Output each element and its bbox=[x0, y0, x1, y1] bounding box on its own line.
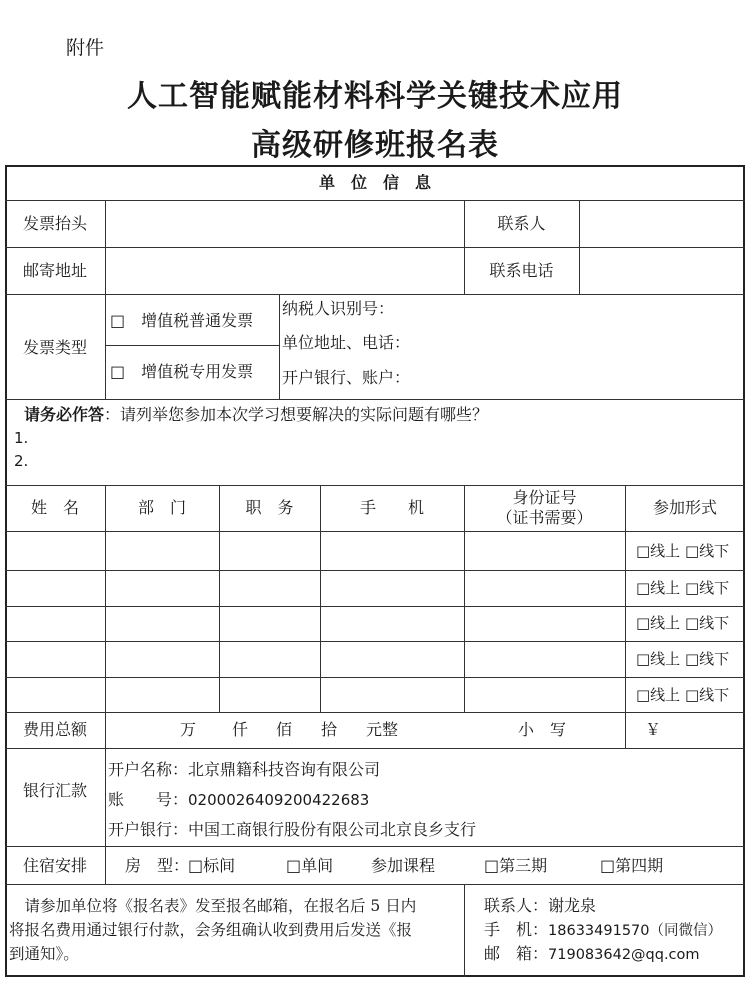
instructions-line-2: 将报名费用通过银行付款，会务组确认收到费用后发送《报 bbox=[9, 921, 413, 939]
row-divider bbox=[5, 485, 745, 486]
contact-phone-label: 联系电话 bbox=[489, 261, 554, 280]
form-title-line2: 高级研修班报名表 bbox=[251, 128, 499, 163]
col-header-mode: 参加形式 bbox=[652, 498, 717, 517]
footer-email-label: 邮 箱： bbox=[484, 944, 549, 963]
row-divider bbox=[5, 677, 745, 678]
invoice-type-label: 发票类型 bbox=[22, 338, 87, 357]
col-divider bbox=[320, 485, 321, 712]
question-prompt bbox=[24, 405, 488, 425]
attachment-label: 附件 bbox=[66, 37, 105, 59]
attendance-mode-option[interactable]: □线上 □线下 bbox=[636, 650, 730, 668]
contact-phone-field[interactable] bbox=[580, 248, 744, 293]
invoice-option-special-checkbox[interactable]: □ 增值税专用发票 bbox=[110, 362, 254, 381]
footer-contact-person: 联系人：谢龙泉 bbox=[484, 896, 597, 915]
bank-name: 开户银行：中国工商银行股份有限公司北京良乡支行 bbox=[108, 820, 477, 839]
attendance-mode-option[interactable]: □线上 □线下 bbox=[636, 614, 730, 632]
fee-small-label: 小 写 bbox=[518, 720, 567, 739]
question-item-2[interactable]: 2. bbox=[14, 452, 29, 470]
room-single-checkbox[interactable]: □单间 bbox=[286, 856, 334, 875]
col-divider bbox=[464, 884, 465, 977]
contact-field[interactable] bbox=[580, 201, 744, 246]
bank-transfer-label: 银行汇款 bbox=[22, 781, 87, 800]
bank-account-number-value: 0200026409200422683 bbox=[188, 791, 370, 809]
question-prompt-text: ：请列举您参加本次学习想要解决的实际问题有哪些？ bbox=[104, 405, 489, 424]
row-divider bbox=[5, 712, 745, 713]
invoice-title-field[interactable] bbox=[106, 201, 463, 246]
col-divider bbox=[625, 485, 626, 748]
fee-yuanzheng: 元整 bbox=[366, 720, 399, 739]
fee-total-label: 费用总额 bbox=[22, 720, 87, 739]
invoice-option-normal-checkbox[interactable]: □ 增值税普通发票 bbox=[110, 311, 254, 330]
col-header-id: 身份证号 bbox=[512, 488, 577, 507]
question-prompt-bold: 请务必作答 bbox=[24, 405, 105, 424]
fee-qian: 仟 bbox=[232, 720, 249, 739]
col-divider bbox=[105, 748, 106, 884]
unit-address-label: 单位地址、电话： bbox=[282, 333, 411, 352]
lodging-label: 住宿安排 bbox=[22, 856, 87, 875]
instructions-line-1: 请参加单位将《报名表》发至报名邮箱，在报名后 5 日内 bbox=[9, 897, 417, 915]
question-item-1[interactable]: 1. bbox=[14, 429, 29, 447]
col-header-id-note: （证书需要） bbox=[496, 508, 593, 527]
row-divider bbox=[5, 884, 745, 885]
col-divider bbox=[279, 294, 280, 399]
col-divider bbox=[219, 485, 220, 712]
footer-mobile-label: 手 机： bbox=[484, 920, 549, 939]
col-header-name: 姓 名 bbox=[30, 498, 79, 517]
mail-address-label: 邮寄地址 bbox=[22, 261, 87, 280]
attendance-mode-option[interactable]: □线上 □线下 bbox=[636, 686, 730, 704]
fee-wan: 万 bbox=[180, 720, 197, 739]
invoice-option-divider bbox=[105, 345, 279, 346]
bank-account-name: 开户名称：北京鼎籍科技咨询有限公司 bbox=[108, 760, 381, 779]
col-header-title: 职 务 bbox=[245, 498, 294, 517]
row-divider bbox=[5, 606, 745, 607]
room-type-label: 房 型： bbox=[125, 856, 190, 875]
attendance-mode-option[interactable]: □线上 □线下 bbox=[636, 542, 730, 560]
taxpayer-id-label: 纳税人识别号： bbox=[282, 299, 395, 318]
row-divider bbox=[5, 748, 745, 749]
footer-email bbox=[484, 944, 700, 965]
bank-account-number bbox=[108, 790, 369, 810]
row-divider bbox=[5, 570, 745, 571]
row-divider bbox=[5, 531, 745, 532]
footer-mobile bbox=[484, 920, 722, 941]
row-divider bbox=[5, 846, 745, 847]
col-header-dept: 部 门 bbox=[137, 498, 186, 517]
instructions-line-3: 到通知》。 bbox=[9, 945, 79, 963]
form-title-line1: 人工智能赋能材料科学关键技术应用 bbox=[127, 79, 623, 114]
fee-shi: 拾 bbox=[321, 720, 338, 739]
col-divider bbox=[105, 485, 106, 748]
attendance-mode-option[interactable]: □线上 □线下 bbox=[636, 579, 730, 597]
contact-label: 联系人 bbox=[497, 214, 546, 233]
course-label: 参加课程 bbox=[371, 856, 436, 875]
fee-yen-sign: ￥ bbox=[645, 720, 662, 739]
row-divider bbox=[5, 641, 745, 642]
col-header-mobile: 手 机 bbox=[359, 498, 424, 517]
fee-bai: 佰 bbox=[276, 720, 293, 739]
row-divider bbox=[5, 399, 745, 400]
mail-address-field[interactable] bbox=[106, 248, 463, 293]
course-term3-checkbox[interactable]: □第三期 bbox=[484, 856, 548, 875]
course-term4-checkbox[interactable]: □第四期 bbox=[600, 856, 664, 875]
bank-account-label: 开户银行、账户： bbox=[282, 368, 411, 387]
footer-mobile-value: 18633491570（同微信） bbox=[548, 923, 722, 939]
invoice-title-label: 发票抬头 bbox=[22, 214, 87, 233]
row-divider bbox=[5, 294, 745, 295]
unit-info-heading: 单 位 信 息 bbox=[318, 173, 431, 192]
room-standard-checkbox[interactable]: □标间 bbox=[188, 856, 236, 875]
footer-email-value[interactable]: 719083642@qq.com bbox=[548, 947, 700, 963]
bank-account-number-label: 账 号： bbox=[108, 790, 189, 809]
